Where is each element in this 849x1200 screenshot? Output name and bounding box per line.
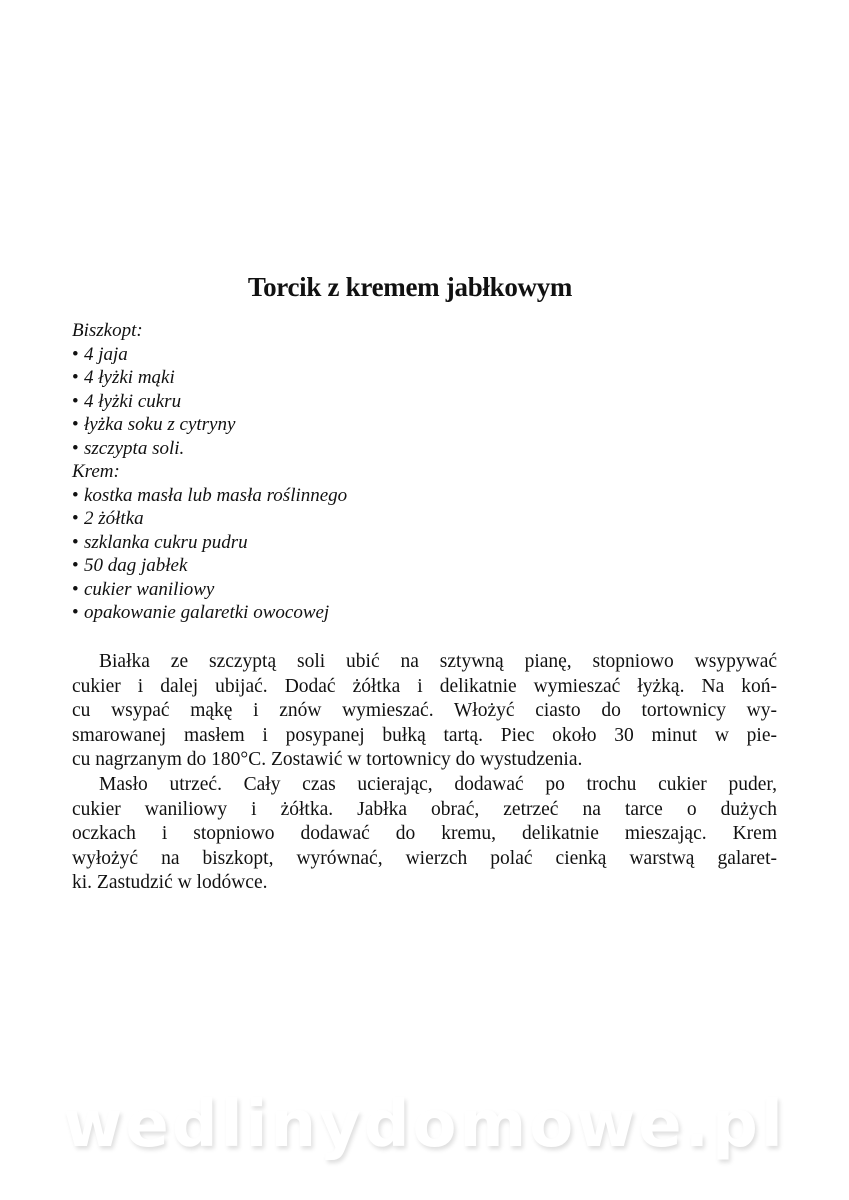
recipe-title: Torcik z kremem jabłkowym — [247, 272, 573, 302]
ingredient-item — [72, 507, 347, 531]
bullet-icon: • — [72, 578, 79, 600]
ingredient-item — [72, 343, 347, 367]
ingredient-text: 4 jaja — [84, 343, 128, 365]
ingredient-text: 2 żółtka — [84, 508, 144, 529]
bullet-icon: • — [72, 508, 79, 529]
ingredient-item — [72, 554, 347, 578]
ingredient-text: 50 dag jabłek — [84, 555, 188, 576]
paragraph — [72, 650, 777, 773]
ingredient-item — [72, 601, 347, 625]
section-heading: Krem: — [72, 461, 120, 482]
ingredient-item — [72, 413, 347, 437]
ingredient-text: cukier waniliowy — [84, 578, 215, 600]
text-line: ki. Zastudzić w lodówce. — [72, 872, 268, 894]
text-line: cukier waniliowy i żółtka. Jabłka obrać, zetrzeć na tarce o dużych — [72, 798, 777, 820]
section-heading: Biszkopt: — [72, 320, 143, 341]
ingredient-item — [72, 578, 347, 602]
bullet-icon: • — [72, 531, 79, 553]
watermark: wedlinydomowe.pl — [63, 1088, 786, 1162]
ingredient-text: 4 łyżki mąki — [84, 367, 175, 388]
bullet-icon: • — [72, 367, 79, 388]
bullet-icon: • — [72, 484, 79, 506]
text-line: cukier i dalej ubijać. Dodać żółtka i delikatnie wymieszać łyżką. Na koń- — [72, 675, 777, 697]
ingredient-text: szczypta soli. — [84, 437, 185, 459]
text-line: Masło utrzeć. Cały czas ucierając, dodawać po trochu cukier puder, — [99, 773, 777, 795]
bullet-icon: • — [72, 602, 79, 623]
ingredient-item — [72, 484, 347, 508]
ingredient-text: kostka masła lub masła roślinnego — [84, 484, 348, 506]
paragraph — [72, 773, 777, 896]
ingredient-item — [72, 437, 347, 461]
bullet-icon: • — [72, 555, 79, 576]
ingredient-text: szklanka cukru pudru — [84, 531, 248, 553]
ingredient-text: opakowanie galaretki owocowej — [84, 602, 330, 623]
ingredient-item — [72, 366, 347, 390]
bullet-icon: • — [72, 437, 79, 459]
bullet-icon: • — [72, 343, 79, 365]
text-line: wyłożyć na biszkopt, wyrównać, wierzch polać cienką warstwą galaret- — [72, 847, 777, 869]
ingredient-item — [72, 390, 347, 414]
ingredient-item — [72, 531, 347, 555]
instructions — [72, 650, 777, 896]
ingredient-text: łyżka soku z cytryny — [84, 414, 236, 435]
ingredients-list — [72, 319, 347, 625]
text-line: cu nagrzanym do 180°C. Zostawić w tortownicy do wystudzenia. — [72, 749, 583, 771]
bullet-icon: • — [72, 390, 79, 412]
text-line: oczkach i stopniowo dodawać do kremu, delikatnie mieszając. Krem — [72, 823, 777, 845]
text-line: smarowanej masłem i posypanej bułką tartą. Piec około 30 minut w pie- — [72, 724, 777, 746]
ingredient-text: 4 łyżki cukru — [84, 390, 182, 412]
text-line: cu wsypać mąkę i znów wymieszać. Włożyć ciasto do tortownicy wy- — [72, 700, 777, 722]
text-line: Białka ze szczyptą soli ubić na sztywną pianę, stopniowo wsypywać — [99, 651, 777, 672]
bullet-icon: • — [72, 414, 79, 435]
